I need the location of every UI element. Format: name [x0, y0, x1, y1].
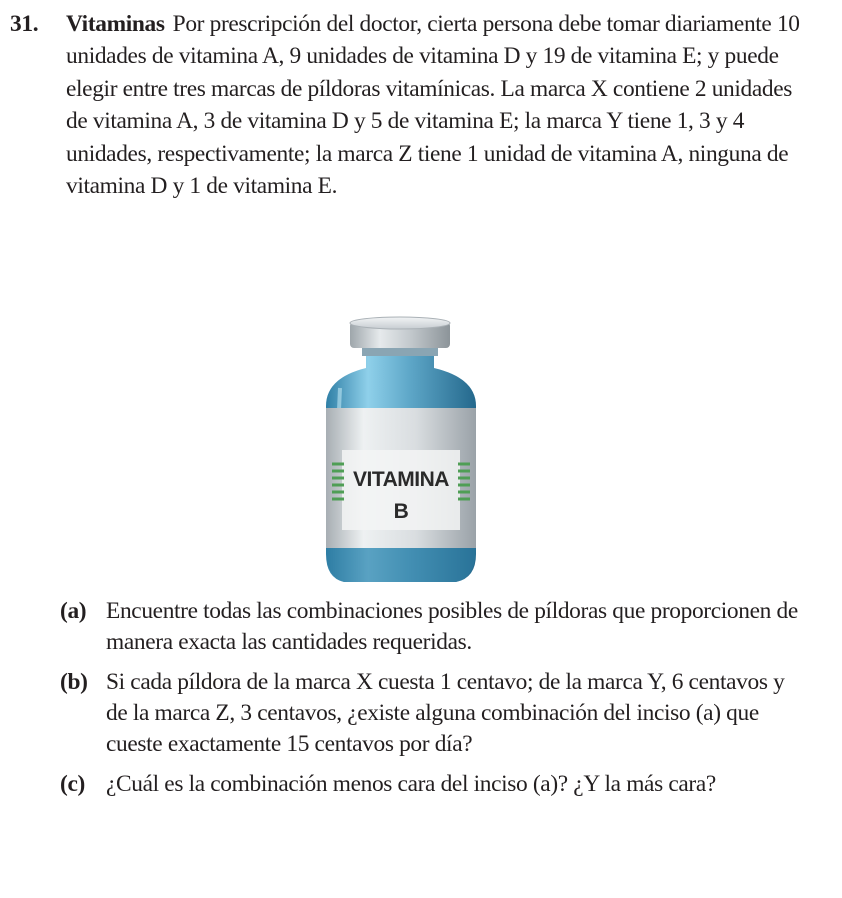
bottle-label	[326, 408, 476, 548]
label-subtitle-text: B	[393, 500, 409, 523]
part-a-label: (a)	[60, 598, 87, 624]
part-a-text: Encuentre todas las combinaciones posibles de píldoras que proporcionen de manera exacta las cantidades requeridas.	[106, 598, 798, 655]
part-c-text: ¿Cuál es la combinación menos cara del inciso (a)? ¿Y la más cara?	[106, 771, 716, 797]
problem-title: Vitaminas	[66, 11, 165, 37]
problem-31	[10, 8, 810, 202]
problem-number: 31.	[10, 11, 39, 37]
problem-statement: Por prescripción del doctor, cierta persona debe tomar diariamente 10 unidades de vitamina A, 9 unidades de vitamina D y 19 de vitamina E; y puede elegir entre tres marcas de píldoras vitamínicas. La marca X contiene 2 unidades de vitamina A, 3 de vitamina D y 5 de vitamina E; la marca Y tiene 1, 3 y 4 unidades, respectivamente; la marca Z tiene 1 unidad de vitamina A, ninguna de vitamina D y 1 de vitamina E.	[66, 11, 800, 200]
question-parts	[60, 596, 800, 809]
part-b-text: Si cada píldora de la marca X cuesta 1 centavo; de la marca Y, 6 centavos y de la marca Z, 3 centavos, ¿existe alguna combinación del inciso (a) que cueste exactamente 15 centavos por día?	[106, 669, 785, 757]
part-c-label: (c)	[60, 771, 85, 797]
part-a	[60, 596, 800, 658]
vitamin-bottle-illustration	[326, 316, 498, 588]
part-b	[60, 667, 800, 760]
part-c	[60, 769, 800, 800]
problem-statement-block	[10, 8, 810, 202]
part-b-label: (b)	[60, 669, 88, 695]
label-title-text: VITAMINA	[353, 468, 449, 491]
bottle-cap	[350, 317, 450, 356]
